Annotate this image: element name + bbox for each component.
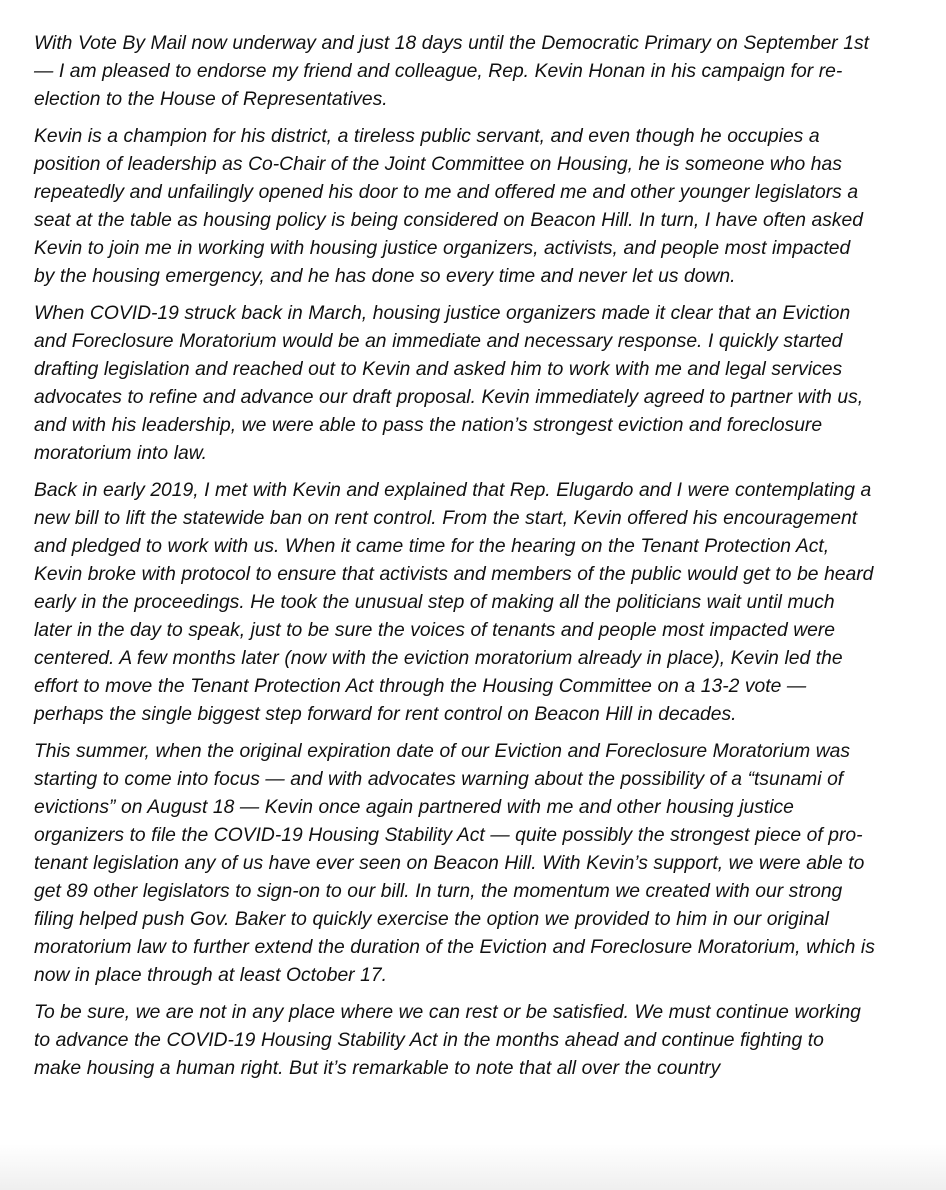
paragraph-continue-fighting: To be sure, we are not in any place where we can rest or be satisfied. We must continue working to advance the COVID-19 Housing Stability Act in the months ahead and continue fighting to make housing a human right. But it’s remarkable to note that all over the country [34, 1002, 861, 1079]
bottom-fade [0, 1144, 946, 1190]
paragraph-housing-stability-act: This summer, when the original expiration date of our Eviction and Foreclosure Moratorium was starting to come into focus — and with advocates warning about the possibility of a “tsunami of evictions” on August 18 — Kevin once again partnered with me and other housing justice organizers to file the COVID-19 Housing Stability Act — quite possibly the strongest piece of pro-tenant legislation any of us have ever seen on Beacon Hill. With Kevin’s support, we were able to get 89 other legislators to sign-on to our bill. In turn, the momentum we created with our strong filing helped push Gov. Baker to quickly exercise the option we provided to him in our original moratorium law to further extend the duration of the Eviction and Foreclosure Moratorium, which is now in place through at least October 17. [34, 741, 875, 986]
paragraph-rent-control: Back in early 2019, I met with Kevin and explained that Rep. Elugardo and I were contemplating a new bill to lift the statewide ban on rent control. From the start, Kevin offered his encouragement and pledged to work with us. When it came time for the hearing on the Tenant Protection Act, Kevin broke with protocol to ensure that activists and members of the public would get to be heard early in the proceedings. He took the unusual step of making all the politicians wait until much later in the day to speak, just to be sure the voices of tenants and people most impacted were centered. A few months later (now with the eviction moratorium already in place), Kevin led the effort to move the Tenant Protection Act through the Housing Committee on a 13-2 vote — perhaps the single biggest step forward for rent control on Beacon Hill in decades. [34, 480, 874, 725]
paragraph-covid-moratorium: When COVID-19 struck back in March, housing justice organizers made it clear that an Eviction and Foreclosure Moratorium would be an immediate and necessary response. I quickly started drafting legislation and reached out to Kevin and asked him to work with me and legal services advocates to refine and advance our draft proposal. Kevin immediately agreed to partner with us, and with his leadership, we were able to pass the nation’s strongest eviction and foreclosure moratorium into law. [34, 303, 864, 464]
paragraph-champion: Kevin is a champion for his district, a tireless public servant, and even though he occupies a position of leadership as Co-Chair of the Joint Committee on Housing, he is someone who has repeatedly and unfailingly opened his door to me and offered me and other younger legislators a seat at the table as housing policy is being considered on Beacon Hill. In turn, I have often asked Kevin to join me in working with housing justice organizers, activists, and people most impacted by the housing emergency, and he has done so every time and never let us down. [34, 126, 863, 287]
letter-body [34, 30, 876, 1092]
paragraph-endorsement-intro: With Vote By Mail now underway and just 18 days until the Democratic Primary on September 1st — I am pleased to endorse my friend and colleague, Rep. Kevin Honan in his campaign for re-election to the House of Representatives. [34, 33, 869, 110]
